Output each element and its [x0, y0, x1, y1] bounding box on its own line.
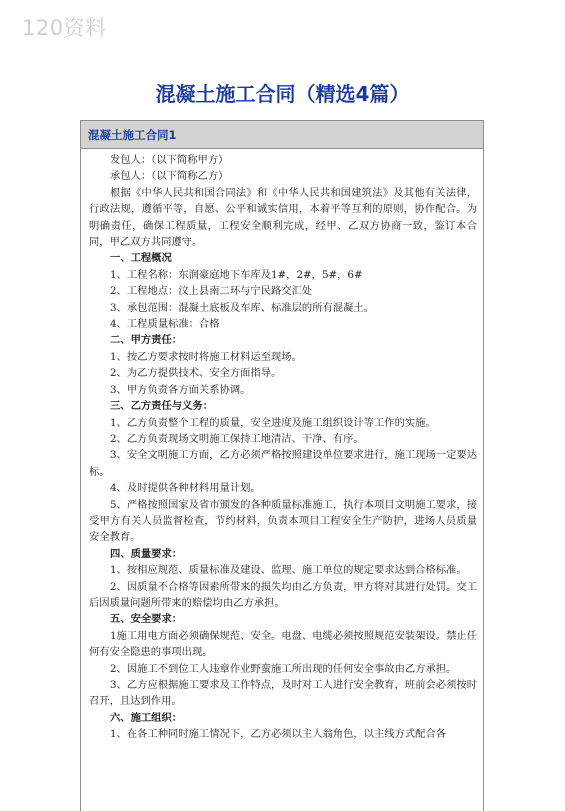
section-heading: 三、乙方责任与义务：: [110, 400, 213, 413]
clause-item: 1、在各工种同时施工情况下，乙方必须以主人翁角色，以主线方式配合各: [110, 728, 447, 741]
document-title: 混凝土施工合同（精选4篇）: [155, 82, 410, 106]
clause-item: 3、乙方应根据施工要求及工作特点，及时对工人进行安全教育，班前会必须按时召开，且达到作用。: [89, 679, 477, 708]
clause-item: 1施工用电方面必须确保规范、安全。电盘、电缆必须按照规范安装架设。禁止任何有安全隐患的事项出现。: [89, 629, 477, 659]
clause-item: 2、乙方负责现场文明施工保持工地清洁、干净、有序。: [110, 432, 364, 445]
clause-item: 3、甲方负责各方面关系协调。: [110, 383, 251, 396]
section-title: 混凝土施工合同1: [88, 127, 177, 142]
clause-item: 4、及时提供各种材料用量计划。: [110, 482, 261, 495]
clause-item: 1、按相应规范、质量标准及建设、监理、施工单位的规定要求达到合格标准。: [110, 564, 467, 577]
section-heading: 一、工程概况: [110, 252, 172, 265]
clause-item: 2、为乙方提供技术、安全方面指导。: [110, 367, 282, 380]
clause-item: 1、按乙方要求按时将施工材料运至现场。: [110, 350, 302, 363]
section-heading: 二、甲方责任：: [110, 334, 183, 347]
clause-item: 1、工程名称：东润豪庭地下车库及1#，2#，5#，6#: [110, 268, 363, 281]
watermark: 120资料: [22, 16, 107, 40]
clause-item: 3、安全文明施工方面，乙方必须严格按照建设单位要求进行，施工现场一定要达标。: [89, 449, 477, 478]
contract-sections: [89, 250, 477, 742]
contract-body: [81, 149, 483, 743]
party-contractor: 承包人：（以下简称乙方）: [110, 170, 229, 183]
contract-panel: [80, 120, 484, 811]
clause-item: 1、乙方负责整个工程的质量，安全进度及施工组织设计等工作的实施。: [110, 416, 436, 429]
clause-item: 3、承包范围：混凝土底板及车库、标准层的所有混凝土。: [110, 301, 374, 314]
party-employer: 发包人：（以下简称甲方）: [110, 154, 229, 166]
clause-item: 2、因质量不合格等因素所带来的损失均由乙方负责，甲方将对其进行处罚。交工后因质量问题所带来的赔偿均由乙方承担。: [89, 580, 477, 609]
section-heading: 六、施工组织：: [110, 711, 183, 724]
preamble-paragraph: 根据《中华人民共和国合同法》和《中华人民共和国建筑法》及其他有关法律，行政法规，遵循平等，自愿、公平和诚实信用，本着平等互利的原则，协作配合。为明确责任，确保工程质量，工程安全顺利完成，经甲、乙双方协商一致，鉴订本合同，甲乙双方共同遵守。: [89, 186, 477, 249]
clause-item: 2、工程地点：汶上县南二环与宁民路交汇处: [110, 285, 313, 298]
clause-item: 5、严格按照国家及省市颁发的各种质量标准施工，执行本项目文明施工要求，接受甲方有关人员监督检查，节约材料，负责本项目工程安全生产防护，进场人员质量安全教育。: [89, 498, 477, 544]
section-header: [81, 121, 483, 149]
clause-item: 4、工程质量标准：合格: [110, 318, 220, 331]
section-heading: 五、安全要求：: [110, 613, 183, 626]
clause-item: 2、因施工不到位工人违章作业野蛮施工所出现的任何安全事故由乙方承担。: [110, 662, 457, 675]
section-heading: 四、质量要求：: [110, 547, 183, 560]
